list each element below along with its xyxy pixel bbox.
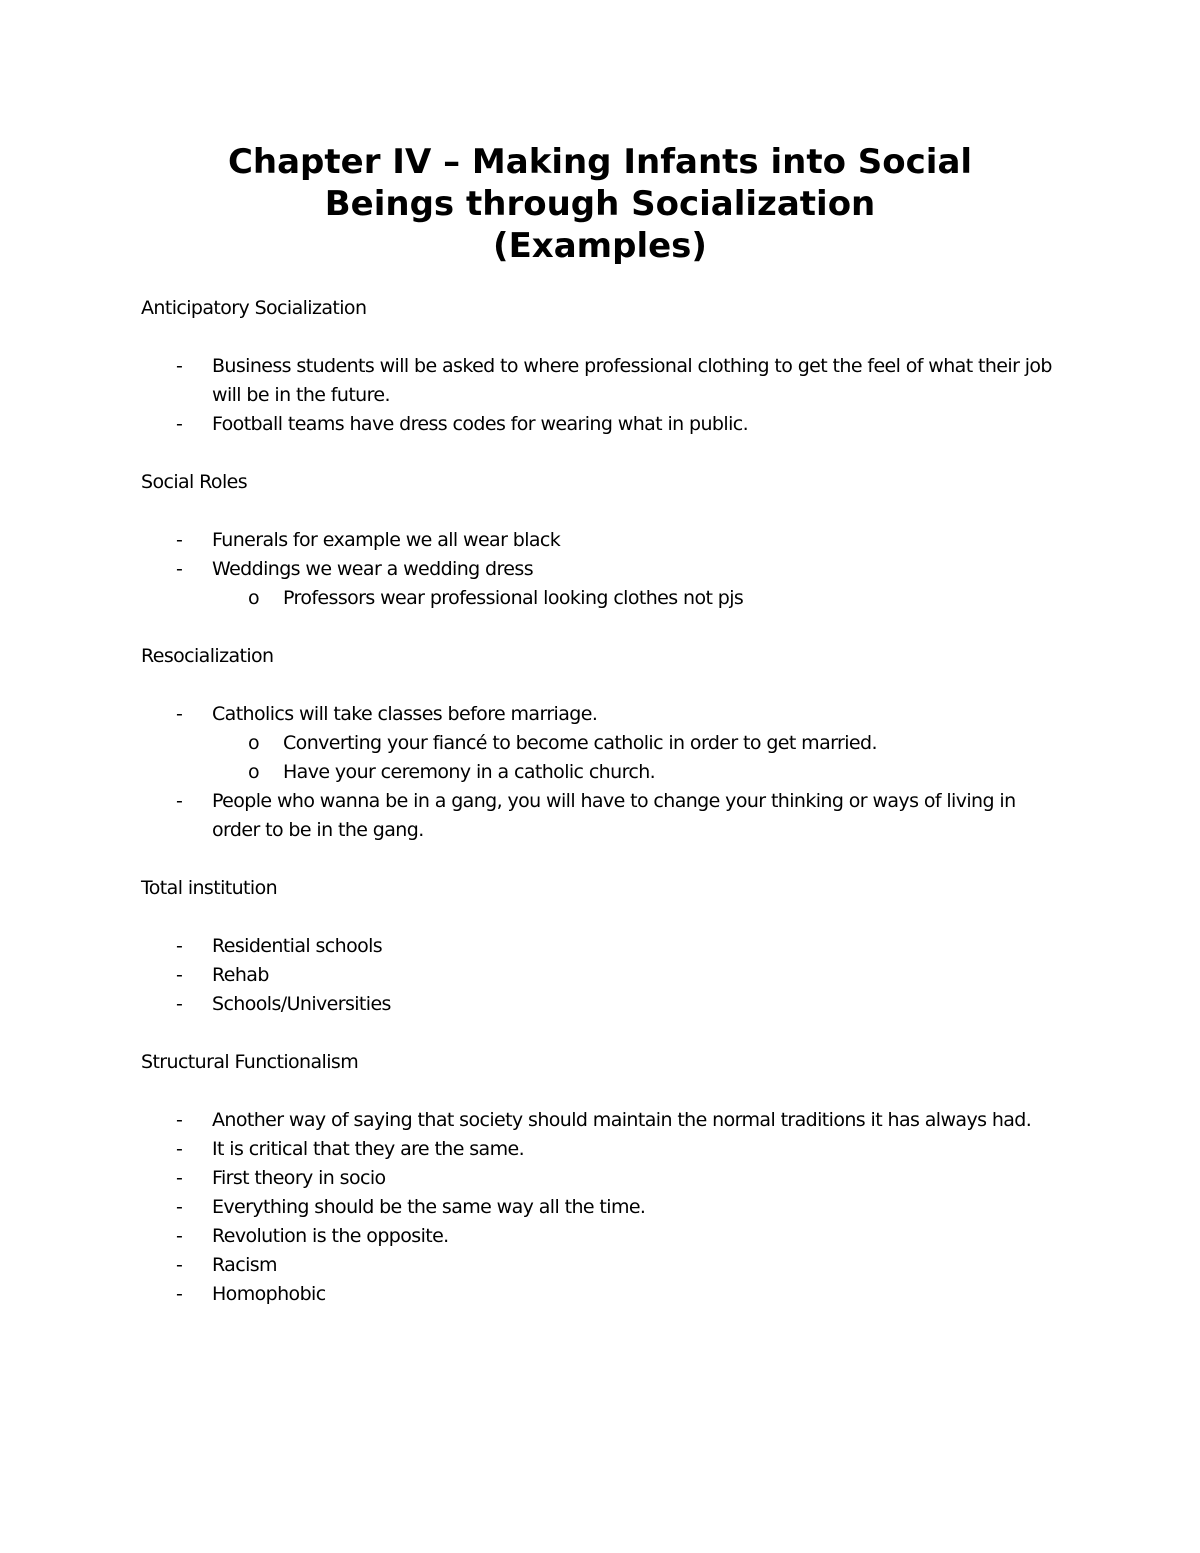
dash-bullet: - — [176, 355, 183, 377]
list-item — [141, 787, 1061, 845]
list-item-text: Another way of saying that society should maintain the normal traditions it has always had. — [212, 1109, 1032, 1131]
document-body — [141, 294, 1061, 1338]
social-roles-list — [141, 526, 1061, 613]
dash-bullet: - — [176, 1196, 183, 1218]
circle-bullet: o — [248, 761, 260, 783]
dash-bullet: - — [176, 1283, 183, 1305]
sub-list-item — [141, 758, 1061, 787]
circle-bullet: o — [248, 732, 260, 754]
dash-bullet: - — [176, 703, 183, 725]
list-item-text: Racism — [212, 1254, 277, 1276]
list-item — [141, 1251, 1061, 1280]
list-item-text: Funerals for example we all wear black — [212, 529, 561, 551]
anticipatory-socialization-list — [141, 352, 1061, 439]
list-item-text: Everything should be the same way all the time. — [212, 1196, 646, 1218]
list-item-text: People who wanna be in a gang, you will have to change your thinking or ways of living in order to be in the gang. — [212, 790, 1016, 841]
resocialization-list — [141, 700, 1061, 845]
list-item-text: Residential schools — [212, 935, 383, 957]
dash-bullet: - — [176, 964, 183, 986]
dash-bullet: - — [176, 1225, 183, 1247]
section-heading-social-roles: Social Roles — [141, 471, 248, 493]
dash-bullet: - — [176, 558, 183, 580]
list-item-text: Weddings we wear a wedding dress — [212, 558, 533, 580]
structural-functionalism-list — [141, 1106, 1061, 1309]
list-item — [141, 1222, 1061, 1251]
list-item-text: Football teams have dress codes for wearing what in public. — [212, 413, 749, 435]
list-item — [141, 1106, 1061, 1135]
dash-bullet: - — [176, 1138, 183, 1160]
list-item — [141, 410, 1061, 439]
title-line-3: (Examples) — [493, 226, 707, 266]
dash-bullet: - — [176, 1254, 183, 1276]
list-item-text: Schools/Universities — [212, 993, 391, 1015]
dash-bullet: - — [176, 413, 183, 435]
dash-bullet: - — [176, 1109, 183, 1131]
list-item-text: Rehab — [212, 964, 269, 986]
section-heading-structural-functionalism: Structural Functionalism — [141, 1051, 359, 1073]
list-item — [141, 526, 1061, 555]
sub-list-item-text: Have your ceremony in a catholic church. — [283, 761, 656, 783]
list-item — [141, 1280, 1061, 1309]
sub-list-item — [141, 584, 1061, 613]
list-item — [141, 555, 1061, 584]
circle-bullet: o — [248, 587, 260, 609]
sub-list-item-text: Converting your fiancé to become catholic in order to get married. — [283, 732, 877, 754]
section-heading-resocialization: Resocialization — [141, 645, 274, 667]
list-item-text: First theory in socio — [212, 1167, 386, 1189]
section-heading-anticipatory-socialization: Anticipatory Socialization — [141, 297, 367, 319]
list-item — [141, 1135, 1061, 1164]
sub-list-item-text: Professors wear professional looking clothes not pjs — [283, 587, 744, 609]
dash-bullet: - — [176, 790, 183, 812]
list-item-text: Catholics will take classes before marriage. — [212, 703, 598, 725]
list-item-text: Revolution is the opposite. — [212, 1225, 449, 1247]
sub-list-item — [141, 729, 1061, 758]
title-line-2: Beings through Socialization — [324, 184, 876, 224]
list-item — [141, 700, 1061, 729]
dash-bullet: - — [176, 529, 183, 551]
total-institution-list — [141, 932, 1061, 1019]
list-item-text: Homophobic — [212, 1283, 326, 1305]
dash-bullet: - — [176, 1167, 183, 1189]
section-heading-total-institution: Total institution — [141, 877, 278, 899]
list-item — [141, 932, 1061, 961]
list-item — [141, 352, 1061, 410]
list-item — [141, 1193, 1061, 1222]
page-title — [150, 141, 1050, 267]
dash-bullet: - — [176, 993, 183, 1015]
list-item — [141, 1164, 1061, 1193]
dash-bullet: - — [176, 935, 183, 957]
list-item-text: It is critical that they are the same. — [212, 1138, 525, 1160]
list-item — [141, 961, 1061, 990]
list-item — [141, 990, 1061, 1019]
title-line-1: Chapter IV – Making Infants into Social — [227, 142, 973, 182]
list-item-text: Business students will be asked to where professional clothing to get the feel of what their job will be in the future. — [212, 355, 1052, 406]
